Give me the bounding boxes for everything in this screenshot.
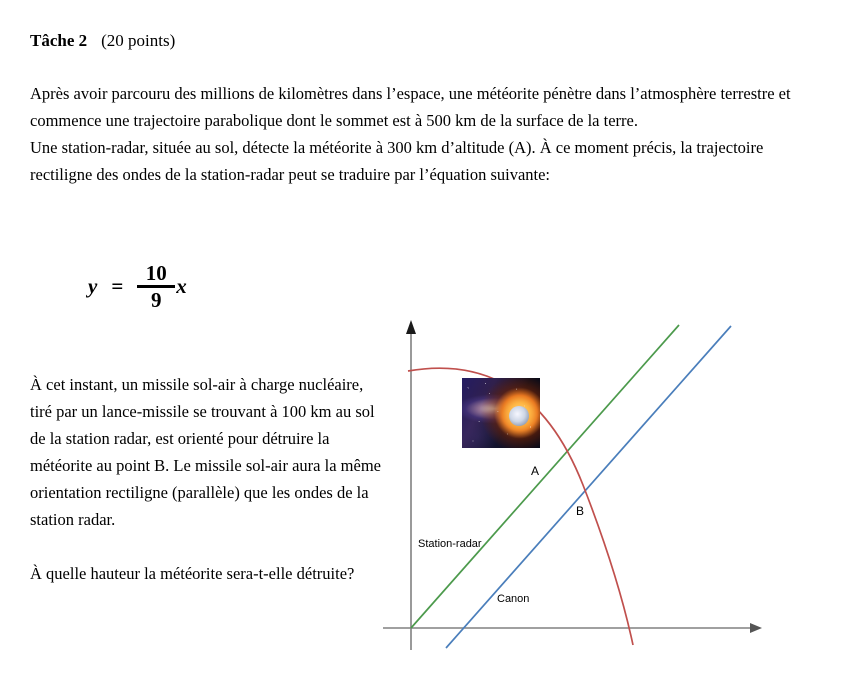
page-title xyxy=(30,30,175,52)
meteorite-image xyxy=(462,378,540,448)
left-paragraph-2: À quelle hauteur la météorite sera-t-elle détruite? xyxy=(30,564,355,583)
label-point-a: A xyxy=(531,464,540,478)
trajectory-diagram xyxy=(370,310,770,660)
label-point-b: B xyxy=(576,504,585,518)
task-points: (20 points) xyxy=(101,31,176,50)
label-canon: Canon xyxy=(497,593,530,605)
diagram-svg xyxy=(370,310,770,660)
equation-equals-sign: = xyxy=(111,274,124,299)
left-paragraph-1: À cet instant, un missile sol-air à charge nucléaire, tiré par un lance-missile se trouvant à 100 km au sol de la station radar, est orienté pour détruire la météorite au point B. Le missile sol-air aura la même orientation rectiligne (parallèle) que les ondes de la station radar. xyxy=(30,375,381,529)
y-axis-arrowhead xyxy=(406,320,416,334)
left-column-text xyxy=(30,371,382,587)
intro-paragraph-2: Une station-radar, située au sol, détecte la météorite à 300 km d’altitude (A). À ce moment précis, la trajectoire rectiligne des ondes de la station-radar peut se traduire par l’équation suivante: xyxy=(30,138,764,184)
fraction-numerator: 10 xyxy=(145,261,167,285)
equation-lhs: y xyxy=(88,274,98,299)
task-title: Tâche 2 xyxy=(30,31,88,50)
intro-paragraph-1: Après avoir parcouru des millions de kilomètres dans l’espace, une météorite pénètre dans l’atmosphère terrestre et commence une trajectoire parabolique dont le sommet est à 500 km de la surface de la terre. xyxy=(30,84,791,130)
equation-radar-waves xyxy=(88,262,187,311)
label-station-radar: Station-radar xyxy=(418,538,482,550)
equation-variable-x: x xyxy=(176,274,187,299)
radar-wave-line xyxy=(411,325,679,628)
x-axis-arrowhead xyxy=(750,623,762,633)
fraction-denominator: 9 xyxy=(151,288,162,313)
missile-line xyxy=(446,326,731,648)
intro-text xyxy=(30,80,810,188)
meteor-core xyxy=(509,406,529,426)
equation-fraction xyxy=(137,262,175,311)
